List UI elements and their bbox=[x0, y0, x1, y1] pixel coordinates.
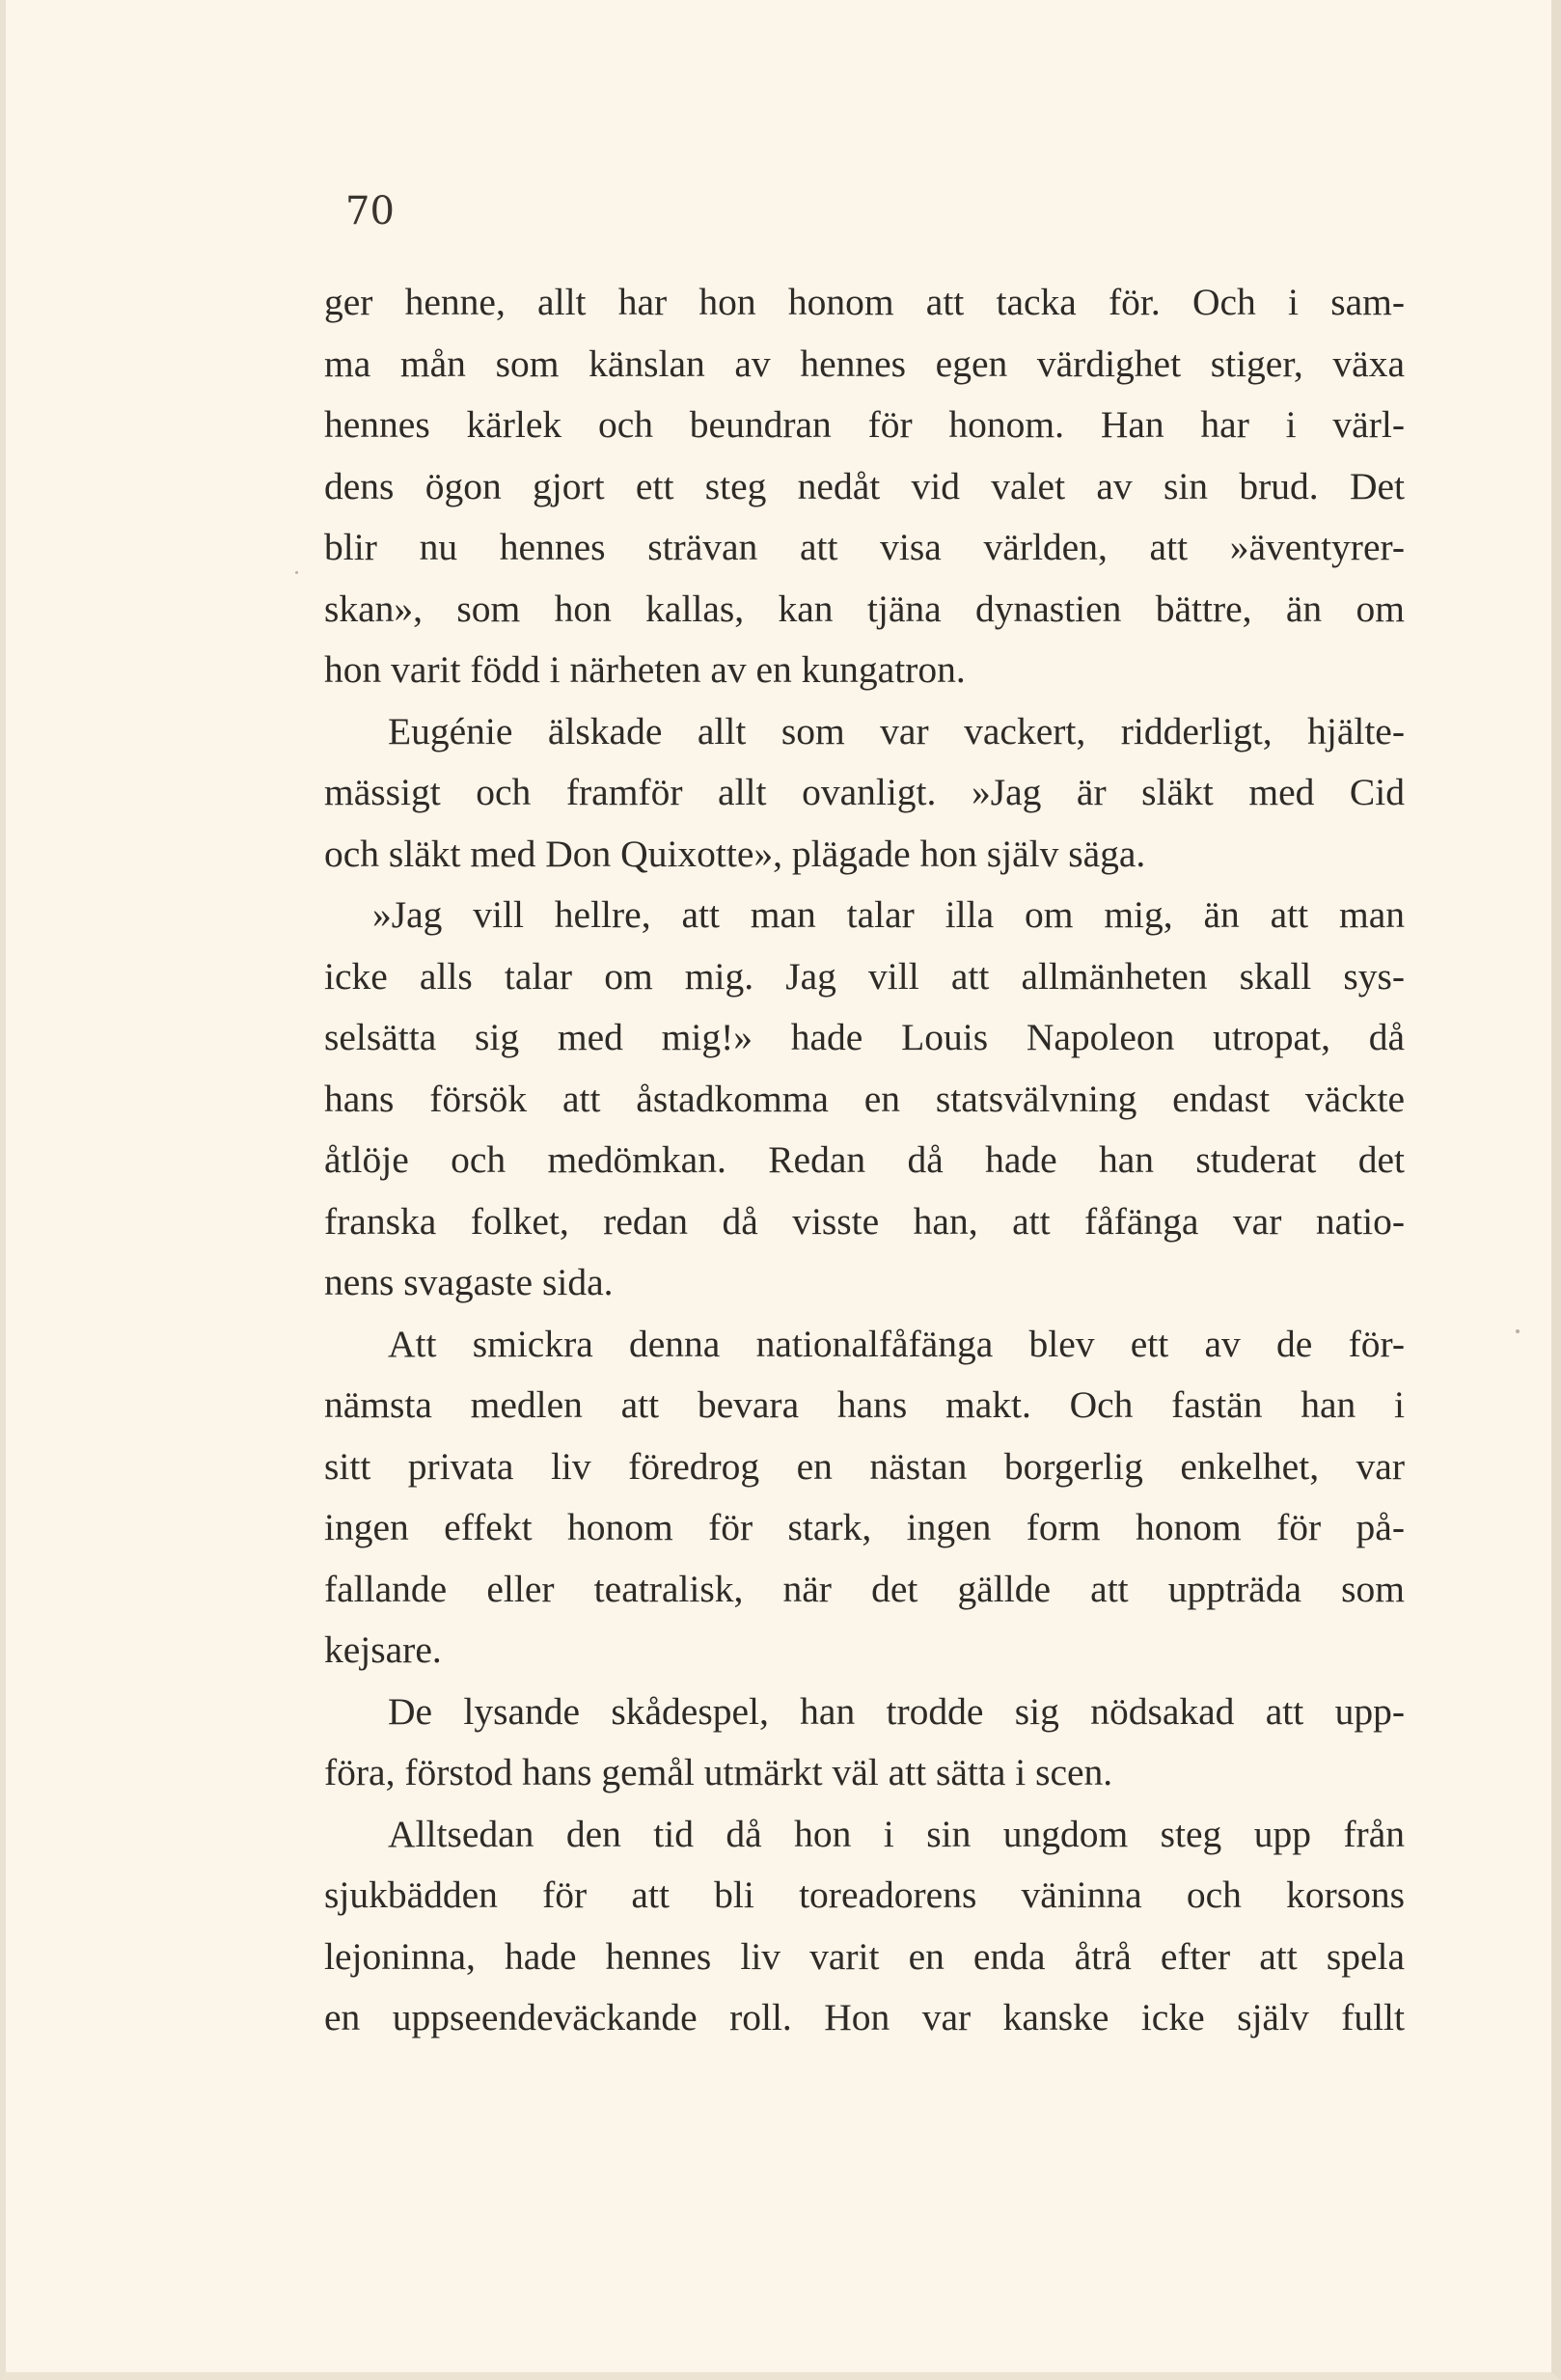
paragraph-4 bbox=[324, 1314, 1405, 1682]
paragraph-2 bbox=[324, 701, 1405, 886]
text-line: och släkt med Don Quixotte», plägade hon själv säga. bbox=[324, 832, 1146, 875]
text-line: selsätta sig med mig!» hade Louis Napoleon utropat, då bbox=[324, 1016, 1405, 1058]
paragraph-3 bbox=[324, 885, 1405, 1314]
text-line: ingen effekt honom för stark, ingen form honom för på- bbox=[324, 1506, 1405, 1548]
text-line: dens ögon gjort ett steg nedåt vid valet av sin brud. Det bbox=[324, 464, 1405, 507]
text-line: nens svagaste sida. bbox=[324, 1261, 614, 1303]
body-text bbox=[324, 272, 1405, 2049]
text-line: ger henne, allt har hon honom att tacka för. Och i sam- bbox=[324, 281, 1405, 323]
text-line: mässigt och framför allt ovanligt. »Jag är släkt med Cid bbox=[324, 771, 1405, 813]
text-line: nämsta medlen att bevara hans makt. Och fastän han i bbox=[324, 1383, 1405, 1426]
text-line: »Jag vill hellre, att man talar illa om mig, än att man bbox=[372, 893, 1405, 936]
text-line: franska folket, redan då visste han, att fåfänga var natio- bbox=[324, 1199, 1405, 1243]
text-line: Att smickra denna nationalfåfänga blev ett av de för- bbox=[388, 1322, 1405, 1365]
text-line: blir nu hennes strävan att visa världen, att »äventyrer- bbox=[324, 526, 1405, 568]
text-line: icke alls talar om mig. Jag vill att allmänheten skall sys- bbox=[324, 954, 1405, 998]
text-line: hans försök att åstadkomma en statsvälvning endast väckte bbox=[324, 1077, 1405, 1120]
page-number: 70 bbox=[345, 189, 395, 233]
text-line: hennes kärlek och beundran för honom. Han har i värl- bbox=[324, 403, 1405, 446]
text-line: sjukbädden för att bli toreadorens väninna och korsons bbox=[324, 1874, 1405, 1916]
text-line: De lysande skådespel, han trodde sig nödsakad att upp- bbox=[388, 1689, 1405, 1733]
text-line: en uppseendeväckande roll. Hon var kanske icke själv fullt bbox=[324, 1996, 1405, 2038]
paper-speck bbox=[295, 571, 298, 574]
text-line: lejoninna, hade hennes liv varit en enda åtrå efter att spela bbox=[324, 1934, 1405, 1978]
text-line: sitt privata liv föredrog en nästan borgerlig enkelhet, var bbox=[324, 1444, 1405, 1488]
text-line: skan», som hon kallas, kan tjäna dynastien bättre, än om bbox=[324, 587, 1405, 630]
paper-speck bbox=[1516, 1329, 1520, 1333]
paragraph-1 bbox=[324, 272, 1405, 701]
text-line: åtlöje och medömkan. Redan då hade han studerat det bbox=[324, 1138, 1405, 1181]
text-line: kejsare. bbox=[324, 1628, 442, 1671]
text-line: Eugénie älskade allt som var vackert, ridderligt, hjälte- bbox=[388, 709, 1405, 752]
paragraph-6 bbox=[324, 1804, 1405, 2049]
text-line: ma mån som känslan av hennes egen värdighet stiger, växa bbox=[324, 342, 1405, 385]
text-line: Alltsedan den tid då hon i sin ungdom steg upp från bbox=[388, 1812, 1405, 1855]
text-line: hon varit född i närheten av en kungatron. bbox=[324, 648, 966, 691]
paragraph-5 bbox=[324, 1682, 1405, 1804]
text-line: föra, förstod hans gemål utmärkt väl att sätta i scen. bbox=[324, 1751, 1113, 1793]
text-line: fallande eller teatralisk, när det gällde att uppträda som bbox=[324, 1567, 1405, 1610]
